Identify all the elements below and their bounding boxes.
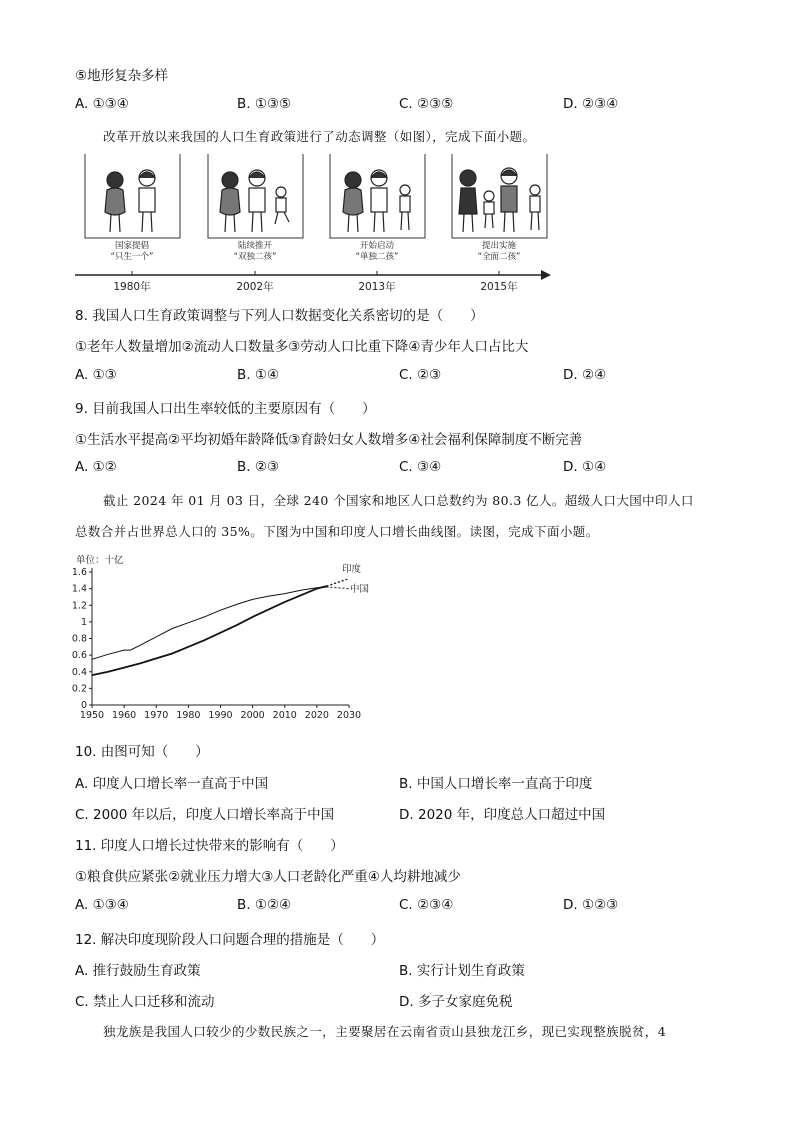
q10-option-c[interactable]: C. 2000 年以后，印度人口增长率高于中国 xyxy=(75,807,335,823)
policy-intro: 改革开放以来我国的人口生育政策进行了动态调整（如图），完成下面小题。 xyxy=(103,129,536,144)
q9-items: ①生活水平提高②平均初婚年龄降低③育龄妇女人数增多④社会福利保障制度不断完善 xyxy=(75,432,583,448)
caption-2013-line1: 开始启动 xyxy=(359,241,394,251)
prev-option-c: C. ②③⑤ xyxy=(399,96,454,112)
x-tick-label: 1990 xyxy=(208,710,233,721)
q11-option-a[interactable]: A. ①③④ xyxy=(75,897,129,913)
india-projection-line xyxy=(327,579,349,586)
caption-2013-line2: “单独二孩” xyxy=(355,252,399,262)
y-tick-label: 1.4 xyxy=(72,583,87,595)
y-tick-label: 0.8 xyxy=(72,633,87,645)
q9-option-b[interactable]: B. ②③ xyxy=(237,459,280,475)
timeline-arrowhead xyxy=(541,270,551,280)
population-intro-line2: 总数合并占世界总人口的 35%。下图为中国和印度人口增长曲线图。读图，完成下面小题。 xyxy=(75,524,599,539)
q9-option-c[interactable]: C. ③④ xyxy=(399,459,442,475)
q12-stem: 12. 解决印度现阶段人口问题合理的措施是（ ） xyxy=(75,932,385,948)
q10-stem: 10. 由图可知（ ） xyxy=(75,744,209,760)
legend-label-india: 印度 xyxy=(342,564,362,575)
q12-option-a[interactable]: A. 推行鼓励生育政策 xyxy=(75,963,201,979)
item-5-text: ⑤地形复杂多样 xyxy=(75,68,169,84)
series-line-india xyxy=(92,586,327,675)
x-tick-label: 2010 xyxy=(272,710,297,721)
q8-items: ①老年人数量增加②流动人口数量多③劳动人口比重下降④青少年人口占比大 xyxy=(75,339,529,355)
q9-option-a[interactable]: A. ①② xyxy=(75,459,117,475)
q12-option-d[interactable]: D. 多子女家庭免税 xyxy=(399,994,513,1010)
prev-option-a: A. ①③④ xyxy=(75,96,129,112)
q11-items: ①粮食供应紧张②就业压力增大③人口老龄化严重④人均耕地减少 xyxy=(75,869,461,885)
family-icon-2002 xyxy=(220,170,289,232)
panel-caption-1980 xyxy=(72,241,192,263)
series-line-china xyxy=(92,587,327,659)
x-tick-label: 1960 xyxy=(112,710,137,721)
china-projection-line xyxy=(327,587,349,589)
dulong-intro: 独龙族是我国人口较少的少数民族之一，主要聚居在云南省贡山县独龙江乡，现已实现整族脱贫，4 xyxy=(103,1024,667,1039)
q8-option-c[interactable]: C. ②③ xyxy=(399,367,442,383)
caption-2002-line2: “双独二孩” xyxy=(233,252,277,262)
q10-option-b[interactable]: B. 中国人口增长率一直高于印度 xyxy=(399,776,593,792)
panel-caption-2015 xyxy=(439,241,559,263)
q8-option-d[interactable]: D. ②④ xyxy=(563,367,607,383)
policy-timeline-svg xyxy=(75,150,555,295)
y-tick-label: 1.6 xyxy=(72,567,87,578)
population-chart xyxy=(72,550,392,725)
q9-stem: 9. 目前我国人口出生率较低的主要原因有（ ） xyxy=(75,401,376,417)
q11-option-d[interactable]: D. ①②③ xyxy=(563,897,619,913)
x-tick-label: 2000 xyxy=(240,710,265,721)
legend-label-china: 中国 xyxy=(350,584,370,595)
population-intro-line1: 截止 2024 年 01 月 03 日，全球 240 个国家和地区人口总数约为 80.3 亿人。超级人口大国中印人口 xyxy=(103,493,694,508)
caption-2002-line1: 陆续推开 xyxy=(237,241,272,251)
q8-option-b[interactable]: B. ①④ xyxy=(237,367,280,383)
x-tick-label: 1970 xyxy=(144,710,169,721)
y-tick-label: 1.2 xyxy=(72,600,87,612)
family-icon-2013 xyxy=(343,170,410,232)
y-tick-label: 0 xyxy=(80,700,87,711)
caption-2015-line1: 提出实施 xyxy=(481,241,516,251)
q12-option-c[interactable]: C. 禁止人口迁移和流动 xyxy=(75,994,215,1010)
caption-1980-line2: “只生一个” xyxy=(110,252,154,262)
year-label-2002: 2002年 xyxy=(236,281,274,293)
q10-option-d[interactable]: D. 2020 年，印度总人口超过中国 xyxy=(399,807,606,823)
year-label-2015: 2015年 xyxy=(480,281,518,293)
caption-2015-line2: “全面二孩” xyxy=(477,252,521,262)
y-tick-label: 0.4 xyxy=(72,666,87,678)
q8-option-a[interactable]: A. ①③ xyxy=(75,367,117,383)
policy-timeline-figure xyxy=(75,150,555,295)
population-chart-svg xyxy=(72,550,392,725)
x-tick-label: 1980 xyxy=(176,710,201,721)
panel-caption-2013 xyxy=(317,241,437,263)
panel-frame-1980 xyxy=(85,154,180,238)
caption-1980-line1: 国家提倡 xyxy=(114,241,149,251)
x-tick-label: 1950 xyxy=(79,710,105,721)
q11-option-b[interactable]: B. ①②④ xyxy=(237,897,292,913)
x-tick-label: 2020 xyxy=(304,710,329,721)
q9-option-d[interactable]: D. ①④ xyxy=(563,459,607,475)
q11-option-c[interactable]: C. ②③④ xyxy=(399,897,454,913)
family-icon-1980 xyxy=(105,170,155,232)
x-tick-label: 2030 xyxy=(336,710,362,721)
q8-stem: 8. 我国人口生育政策调整与下列人口数据变化关系密切的是（ ） xyxy=(75,308,484,324)
q11-stem: 11. 印度人口增长过快带来的影响有（ ） xyxy=(75,838,344,854)
prev-option-d: D. ②③④ xyxy=(563,96,619,112)
year-label-2013: 2013年 xyxy=(358,281,396,293)
chart-unit-label: 单位：十亿 xyxy=(76,555,124,566)
prev-option-b: B. ①③⑤ xyxy=(237,96,292,112)
panel-caption-2002 xyxy=(195,241,315,263)
q10-option-a[interactable]: A. 印度人口增长率一直高于中国 xyxy=(75,776,269,792)
y-tick-label: 0.2 xyxy=(72,683,87,695)
q12-option-b[interactable]: B. 实行计划生育政策 xyxy=(399,963,525,979)
y-tick-label: 0.6 xyxy=(72,650,87,662)
family-icon-2015 xyxy=(459,168,540,232)
y-tick-label: 1 xyxy=(80,616,87,628)
year-label-1980: 1980年 xyxy=(113,281,151,293)
